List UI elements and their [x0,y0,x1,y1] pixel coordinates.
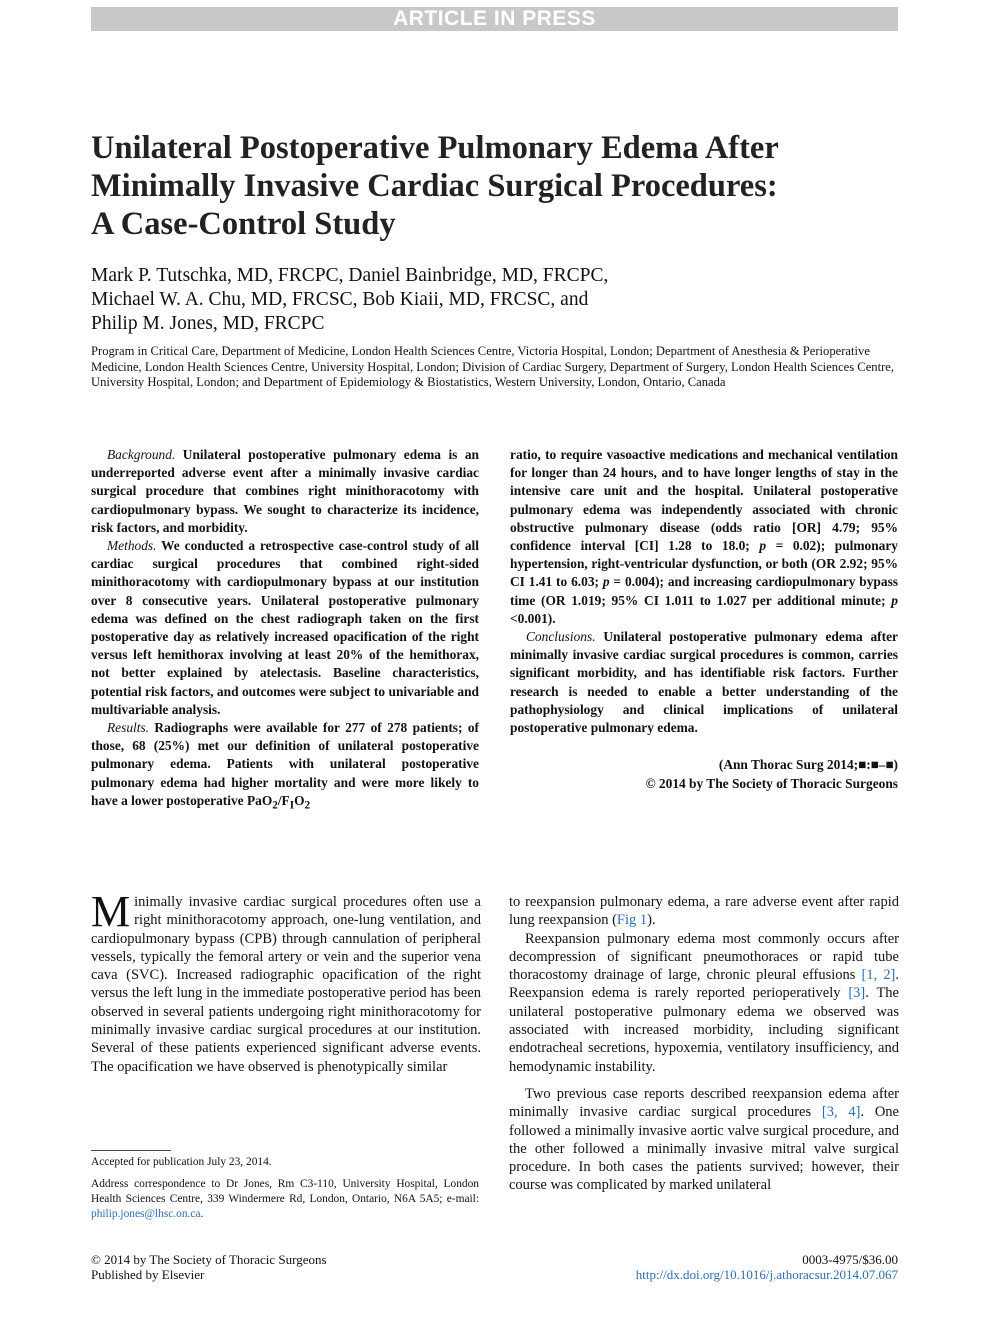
correspondence-note [91,1177,479,1222]
figure-link[interactable]: Fig 1 [616,912,648,929]
title-line: Minimally Invasive Cardiac Surgical Procedures: [91,168,778,204]
body-paragraph [509,1085,899,1195]
abstract-copyright: © 2014 by The Society of Thoracic Surgeons [645,776,898,792]
abstract-conclusions [510,628,898,737]
footer-left [91,1252,327,1282]
conclusions-label: Conclusions. [526,629,596,645]
journal-citation [510,755,898,793]
footnote-divider [91,1150,171,1151]
abstract-methods [91,537,479,719]
reference-link[interactable]: [1, 2] [861,967,896,984]
footer-right [636,1252,898,1282]
conclusions-text: Unilateral postoperative pulmonary edema after minimally invasive cardiac surgical procedures is common, carries significant morbidity, and has identifiable risk factors. Further research is needed to enable a better understanding of the pathophysiology and clinical implications of unilateral postoperative pulmonary edema. [510,629,898,736]
author-line: Mark P. Tutschka, MD, FRCPC, Daniel Bainbridge, MD, FRCPC, [91,265,609,286]
email-link[interactable]: philip.jones@lhsc.on.ca [91,1208,201,1220]
body-text: inimally invasive cardiac surgical procedures often use a right minithoracotomy approach, one-lung ventilation, and cardiopulmonary bypass (CPB) through cannulation of peripheral vessels, typically the femoral artery or vein and the superior vena cava (SVC). Increased radiographic opacification of the right versus the left lung in the immediate postoperative period has been observed in several patients undergoing right minithoracotomy for minimally invasive cardiac surgical procedures at our institution. Several of these patients experienced significant adverse events. The opacification we have observed is phenotypically similar [91,894,481,1075]
article-title [91,129,911,243]
body-text: Two previous case reports described reexpansion edema after minimally invasive cardiac surgical procedures [509,1085,899,1121]
methods-text: We conducted a retrospective case-control study of all cardiac surgical procedures that combined right-sided minithoracotomy with cardiopulmonary bypass at our institution over 8 consecutive years. Unilateral postoperative pulmonary edema was defined on the chest radiograph taken on the first postoperative day as relatively increased opacification of the right versus left hemithorax involving at least 20% of the hemithorax, not better explained by atelectasis. Baseline characteristics, potential risk factors, and outcomes were subject to univariable and multivariable analysis. [91,538,479,717]
author-list [91,264,891,336]
footer-copyright: © 2014 by The Society of Thoracic Surgeons [91,1252,327,1267]
results-o: O [294,792,305,808]
accepted-note: Accepted for publication July 23, 2014. [91,1156,272,1168]
subscript: 2 [272,799,278,812]
citation-line: (Ann Thorac Surg 2014;■:■–■) [718,757,898,773]
p-value-symbol: p [759,538,767,554]
abstract-right-column [510,446,898,793]
address-text: Address correspondence to Dr Jones, Rm C3-110, University Hospital, London Health Sciences Centre, 339 Windermere Rd, London, Ontario, N6A 5A5; e-mail: [91,1178,479,1205]
author-line: Philip M. Jones, MD, FRCPC [91,313,325,334]
footer-issn: 0003-4975/$36.00 [802,1252,898,1267]
article-in-press-banner: ARTICLE IN PRESS [91,7,898,31]
background-label: Background. [107,447,176,462]
body-paragraph [509,893,899,930]
methods-label: Methods. [107,538,157,554]
results-text: Radiographs were available for 277 of 278 patients; of those, 68 (25%) met our definition of unilateral postoperative pulmonary edema. Patients with unilateral postoperative pulmonary edema had higher mortality and were more likely to have a lower postoperative PaO [91,720,479,808]
results-cont: = 0.02); pulmonary hypertension, right-ventricular dysfunction, or both (OR 2.92; 95% CI 1.41 to 6.03; [510,538,898,590]
affiliation: Program in Critical Care, Department of Medicine, London Health Sciences Centre, Victoria Hospital, London; Department of Anesthesia & Perioperative Medicine, London Health Sciences Centre, University Hospital, London; Division of Cardiac Surgery, Department of Surgery, London Health Sciences Centre, University Hospital, London; and Department of Epidemiology & Biostatistics, Western University, London, Ontario, Canada [91,344,895,389]
results-label: Results. [107,720,150,736]
author-line: Michael W. A. Chu, MD, FRCSC, Bob Kiaii, MD, FRCSC, and [91,289,589,310]
body-left-column [91,887,481,1076]
body-text: Reexpansion pulmonary edema most commonly occurs after decompression of significant pneumothoraces or rapid tube thoracostomy drainage of large, chronic pleural effusions [509,930,899,984]
results-cont: <0.001). [510,610,556,626]
abstract-results [91,719,479,815]
subscript: I [289,799,295,812]
reference-link[interactable]: [3, 4] [821,1104,861,1121]
title-line: A Case-Control Study [91,206,396,242]
body-paragraph [509,930,899,1076]
p-value-symbol: p [891,592,898,608]
abstract-left-column [91,446,479,815]
doi-link[interactable]: http://dx.doi.org/10.1016/j.athoracsur.2014.07.067 [635,1267,898,1282]
body-right-column [509,893,899,1195]
body-text: to reexpansion pulmonary edema, a rare adverse event after rapid lung reexpansion ( [509,894,899,929]
body-paragraph [91,887,481,1076]
subscript: 2 [304,799,311,812]
drop-cap: M [91,887,131,936]
results-slash: /F [277,792,290,808]
abstract-results-continued [510,446,898,628]
p-value-symbol: p [602,574,610,590]
background-text: Unilateral postoperative pulmonary edema is an underreported adverse event after a minimally invasive cardiac surgical procedure that combines right minithoracotomy with cardiopulmonary bypass. We sought to characterize its incidence, risk factors, and morbidity. [91,447,479,535]
address-end: . [200,1208,204,1220]
body-text: ). [647,912,656,929]
results-cont: = 0.004); and increasing cardiopulmonary bypass time (OR 1.019; 95% CI 1.011 to 1.027 per additional minute; [510,574,898,608]
body-text: . Reexpansion edema is rarely reported perioperatively [509,967,899,1002]
body-text: . One followed a minimally invasive aortic valve surgical procedure, and the other followed a minimally invasive mitral valve surgical procedure. In both cases the patients survived; however, their course was complicated by marked unilateral [509,1104,899,1194]
reference-link[interactable]: [3] [848,985,866,1002]
footer-publisher: Published by Elsevier [91,1267,205,1282]
abstract-background [91,446,479,537]
title-line: Unilateral Postoperative Pulmonary Edema After [91,130,779,166]
results-cont: ratio, to require vasoactive medications and mechanical ventilation for longer than 24 hours, and to have longer lengths of stay in the intensive care unit and the hospital. Unilateral postoperative pulmonary edema was independently associated with chronic obstructive pulmonary disease (odds ratio [OR] 4.79; 95% confidence interval [CI] 1.28 to 18.0; [510,447,898,554]
body-text: . The unilateral postoperative pulmonary edema we observed was associated with increased morbidity, including significant endotracheal secretions, hypoxemia, ventilatory insufficiency, and hemodynamic instability. [509,985,899,1075]
